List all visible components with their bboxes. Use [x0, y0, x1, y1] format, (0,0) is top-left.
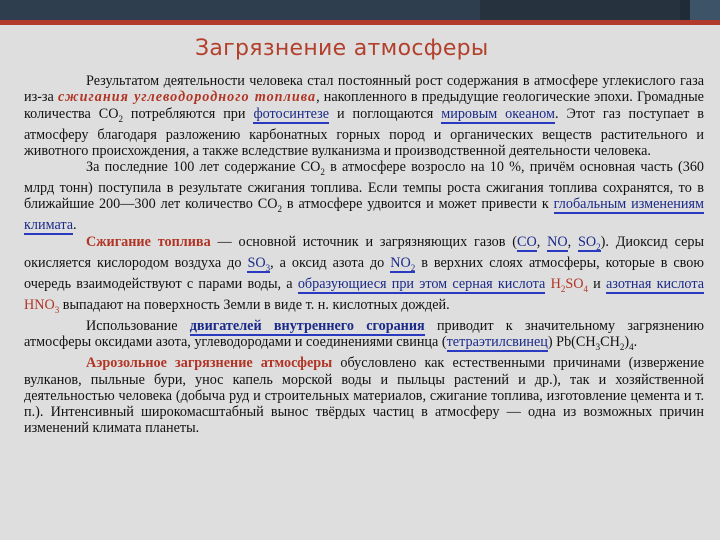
subscript: 3 — [265, 262, 271, 273]
link-photosynthesis[interactable]: фотосинтезе — [253, 105, 330, 122]
corner-accent — [690, 0, 720, 20]
link-so2[interactable] — [578, 234, 601, 252]
text: в атмосфере удвоится и может привести к — [281, 196, 554, 213]
link-sulfuric-acid[interactable]: образующиеся при этом серная кислота — [297, 275, 546, 292]
text: . — [633, 334, 638, 351]
header-bar-segment — [0, 0, 480, 20]
text: H — [550, 275, 561, 292]
subscript: 2 — [560, 283, 566, 294]
link-nitric-acid[interactable]: азотная кислота — [606, 275, 705, 292]
text: ). Диоксид серы окисляется кислородом воздуха до — [24, 233, 704, 271]
highlight-fuel-burning: сжигания углеводородного топлива — [58, 89, 317, 106]
text: и поглощаются — [329, 105, 442, 122]
text: ) — [624, 334, 630, 351]
text: в верхних слоях атмосферы, которые в свою очередь взаимодействуют с парами воды, а — [24, 254, 704, 292]
highlight-aerosol-pollution: Аэрозольное загрязнение атмосферы — [86, 355, 333, 372]
subscript: 4 — [629, 342, 634, 353]
page-title: Загрязнение атмосферы — [195, 36, 489, 61]
paragraph-4 — [24, 318, 704, 355]
text: . Этот газ поступает в атмосферу благодаря разложению карбонатных горных пород и органических веществ растительного и животного происхождения, а также вследствие вулканизма и производственной деятельности человека. — [24, 105, 704, 159]
text: SO — [578, 233, 597, 250]
text: SO — [247, 254, 266, 271]
paragraph-2 — [24, 159, 704, 234]
text: в атмосфере возросло на 10 %, причём основная часть (360 млрд тонн) поступила в результате сжигания топлива. Если темпы роста сжигания топлива сохранятся, то в ближайшие 200—300 лет количество СО — [24, 159, 705, 213]
subscript: 2 — [277, 204, 282, 215]
link-no[interactable]: NO — [547, 233, 568, 250]
text: CH — [600, 334, 620, 351]
text: , накопленного в предыдущие геологические эпохи. Громадные количества СО — [24, 89, 704, 122]
link-no2[interactable] — [390, 255, 415, 273]
text: SO — [565, 275, 584, 292]
text: потребляются при — [123, 105, 254, 122]
text: ) Pb(CH — [547, 334, 596, 351]
accent-stripe — [0, 20, 720, 25]
text: NO — [390, 254, 411, 271]
text: Использование — [86, 318, 190, 335]
text: приводит к значительному загрязнению атмосферы оксидами азота, углеводородами и соединениями свинца ( — [24, 318, 704, 351]
subscript: 2 — [320, 166, 325, 177]
header-bar — [0, 0, 720, 20]
link-world-ocean[interactable]: мировым океаном — [441, 105, 555, 122]
paragraph-3: Сжигание топлива — основной источник и загрязняющих газов (CO, NO, $SO_2$). Диоксид серы окисляется кислородом воздуха до $SO_3$, а оксид азота до $NO_2$ в верхних слоях атмосферы, которые в свою очередь взаимодействуют с парами воды, а образующиеся при этом серная кислота $H_2SO_4$ и азотная кислота $HNO_3$ выпадают на поверхность Земли в виде т. н. кислотных дождей. — [24, 233, 705, 315]
header-bar-segment — [480, 0, 680, 20]
link-combustion-engines[interactable]: двигателей внутреннего сгорания — [189, 318, 425, 335]
subscript: 2 — [118, 113, 123, 124]
highlight-fuel-combustion: Сжигание топлива — [86, 233, 211, 250]
paragraph-1 — [24, 73, 704, 159]
subscript: 2 — [596, 241, 601, 252]
link-tetraethyllead[interactable]: тетраэтилсвинец — [446, 334, 548, 351]
paragraph-5 — [24, 355, 704, 436]
subscript: 3 — [54, 304, 60, 315]
text: — основной источник и загрязняющих газов ( — [210, 233, 517, 250]
formula-hno3 — [24, 297, 59, 313]
link-co[interactable]: CO — [517, 233, 537, 250]
text: обусловлено как естественными причинами (извержение вулканов, пыльные бури, унос капель морской воды и пыльцы растений и др.), так и хозяйственной деятельностью человека (добыча руд и строительных материалов, сжигание топлива, изготовление цемента и т. п.). Интенсивный широкомасштабный вынос твёрдых частиц в атмосферу — одна из возможных причин изменений климата планеты. — [24, 355, 704, 437]
text: HNO — [24, 296, 55, 313]
text: выпадают на поверхность Земли в виде т. н. кислотных дождей. — [59, 296, 450, 313]
text: , а оксид азота до — [270, 254, 391, 271]
text: Результатом деятельности человека стал постоянный рост содержания в атмосфере углекислого газа из-за — [24, 73, 704, 106]
formula-h2so4 — [551, 276, 588, 292]
subscript: 4 — [583, 283, 588, 294]
text: За последние 100 лет содержание СО — [86, 159, 321, 176]
text: . — [73, 217, 77, 234]
text: и — [587, 275, 606, 292]
subscript: 2 — [619, 342, 625, 353]
subscript: 2 — [410, 262, 416, 273]
link-global-climate-change[interactable]: глобальным изменениям климата — [24, 196, 704, 234]
link-so3[interactable] — [247, 255, 270, 273]
subscript: 3 — [595, 342, 601, 353]
body-text — [24, 73, 704, 437]
